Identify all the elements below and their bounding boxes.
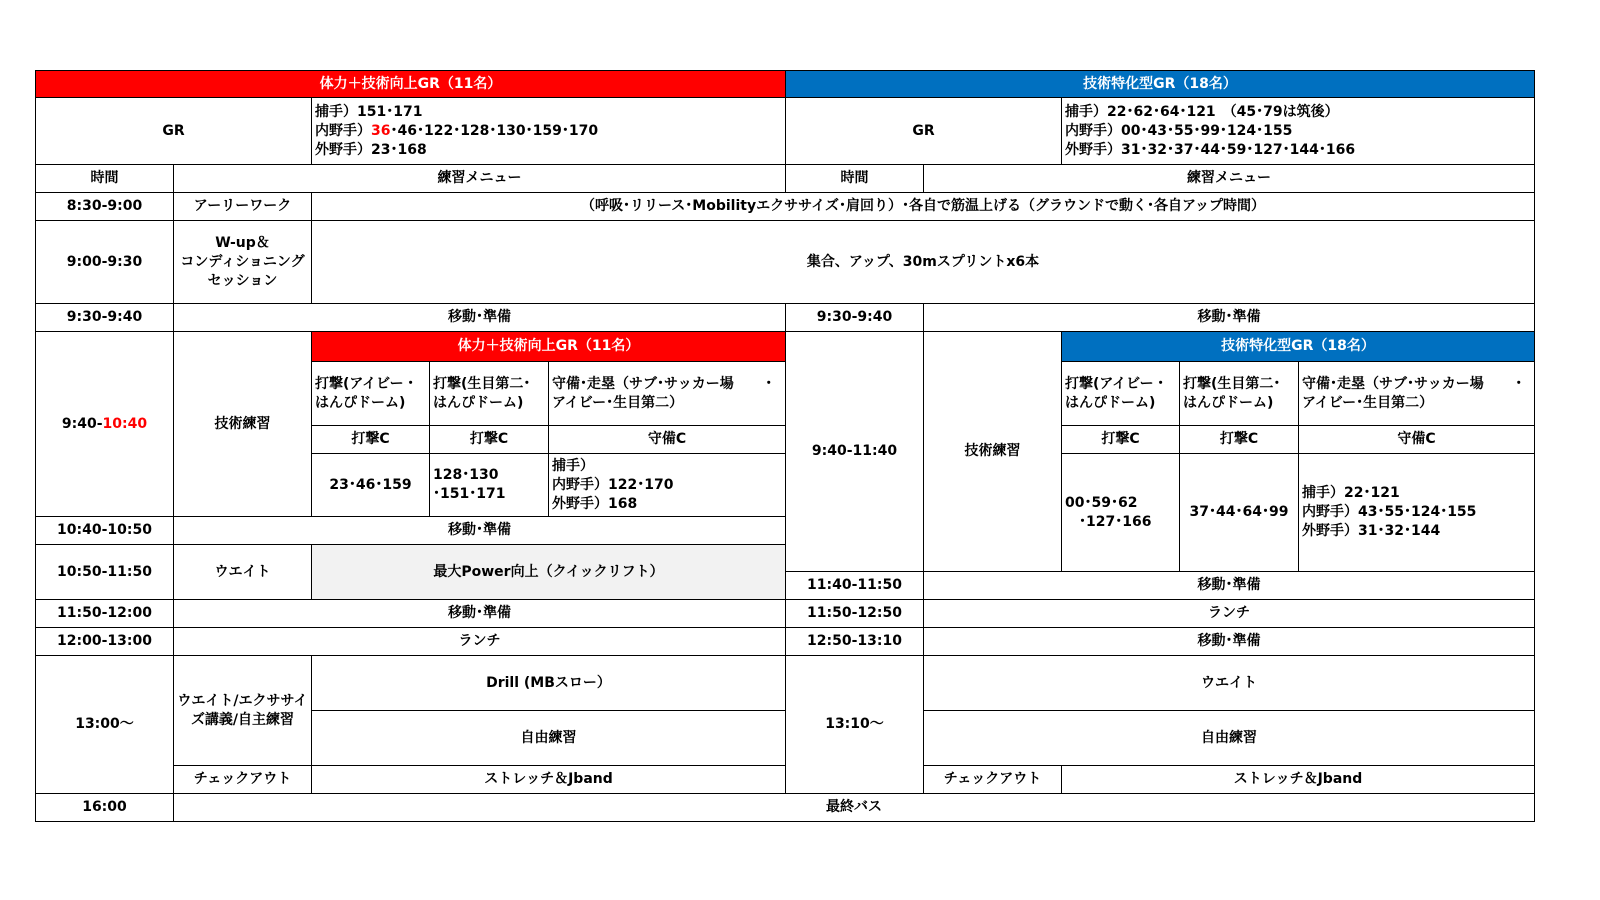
tech-b-col3-title: 守備･走塁（サブ･サッカー場 ・ アイビー･生目第二）	[1298, 361, 1535, 426]
time-1040: 10:40-10:50	[35, 516, 174, 545]
tech-label-a: 技術練習	[173, 331, 312, 517]
menu-header-b: 練習メニュー	[923, 164, 1535, 193]
lunch-a: ランチ	[173, 627, 786, 656]
time-1250: 12:50-13:10	[785, 627, 924, 656]
weight-label-a: ウエイト	[173, 544, 312, 600]
weight-lecture-label: ウエイト/エクササイズ講義/自主練習	[173, 655, 312, 766]
time-0930-a: 9:30-9:40	[35, 303, 174, 332]
tech-b-defense-c: 守備C	[1298, 425, 1535, 454]
time-0900: 9:00-9:30	[35, 220, 174, 304]
tech-a-batting-c2: 打撃C	[429, 425, 549, 454]
tech-group-a-header: 体力＋技術向上GR（11名）	[311, 331, 786, 362]
tech-a-col2-members: 128･130 ･151･171	[429, 453, 549, 517]
move-1150-a: 移動･準備	[173, 599, 786, 628]
group-a-catchers: 捕手）151･171	[315, 103, 423, 120]
checkout-label-b: チェックアウト	[923, 765, 1062, 794]
time-1200: 12:00-13:00	[35, 627, 174, 656]
early-work-description: （呼吸･リリース･Mobilityエクササイズ･肩回り）･各自で筋温上げる（グラウンドで動く･各自アップ時間）	[311, 192, 1535, 221]
time-header-b: 時間	[785, 164, 924, 193]
time-0830: 8:30-9:00	[35, 192, 174, 221]
tech-b-col2-title: 打撃(生目第二･ はんぴドーム)	[1179, 361, 1299, 426]
tech-group-b-header: 技術特化型GR（18名）	[1061, 331, 1535, 362]
time-0940-highlight: 10:40	[102, 415, 148, 432]
stretch-a: ストレッチ＆Jband	[311, 765, 786, 794]
wup-label: W-up＆ コンディショニングセッション	[173, 220, 312, 304]
tech-a-col1-title: 打撃(アイビー・ はんぴドーム)	[311, 361, 430, 426]
group-b-infielders: 内野手）00･43･55･99･124･155	[1065, 122, 1293, 139]
tech-b-col1-title: 打撃(アイビー・ はんぴドーム)	[1061, 361, 1180, 426]
time-1300: 13:00～	[35, 655, 174, 794]
group-a-member-list	[311, 97, 786, 165]
time-0940-b: 9:40-11:40	[785, 331, 924, 572]
wup-description: 集合、アップ、30mスプリントx6本	[311, 220, 1535, 304]
time-1600: 16:00	[35, 793, 174, 822]
tech-a-batting-c1: 打撃C	[311, 425, 430, 454]
weight-b: ウエイト	[923, 655, 1535, 711]
tech-b-col1-members: 00･59･62 ･127･166	[1061, 453, 1180, 572]
weight-description: 最大Power向上（クイックリフト）	[311, 544, 786, 600]
infield-highlight: 36	[371, 122, 391, 139]
move-1040: 移動･準備	[173, 516, 786, 545]
tech-a-defense-c: 守備C	[548, 425, 786, 454]
group-a-header: 体力＋技術向上GR（11名）	[35, 70, 786, 98]
infield-rest: ･46･122･128･130･159･170	[390, 122, 599, 139]
group-a-gr-label: GR	[35, 97, 312, 165]
move-0930-a: 移動･準備	[173, 303, 786, 332]
tech-b-batting-c1: 打撃C	[1061, 425, 1180, 454]
time-0940-a	[35, 331, 174, 517]
time-header-a: 時間	[35, 164, 174, 193]
infield-prefix: 内野手）	[315, 122, 371, 139]
group-b-header: 技術特化型GR（18名）	[785, 70, 1535, 98]
tech-a-col3-members: 捕手） 内野手）122･170 外野手）168	[548, 453, 786, 517]
time-1310: 13:10～	[785, 655, 924, 794]
lunch-b: ランチ	[923, 599, 1535, 628]
stretch-b: ストレッチ＆Jband	[1061, 765, 1535, 794]
time-1140: 11:40-11:50	[785, 571, 924, 600]
time-0940-prefix: 9:40-	[61, 415, 103, 432]
group-a-member-lines	[315, 103, 598, 160]
group-a-outfielders: 外野手）23･168	[315, 141, 427, 158]
tech-b-col3-members: 捕手）22･121 内野手）43･55･124･155 外野手）31･32･144	[1298, 453, 1535, 572]
group-b-gr-label: GR	[785, 97, 1062, 165]
group-b-member-lines	[1065, 103, 1355, 160]
move-1140: 移動･準備	[923, 571, 1535, 600]
group-a-infielders	[315, 122, 598, 141]
group-b-member-list	[1061, 97, 1535, 165]
early-work-label: アーリーワーク	[173, 192, 312, 221]
tech-b-col2-members: 37･44･64･99	[1179, 453, 1299, 572]
free-practice-b: 自由練習	[923, 710, 1535, 766]
drill-a: Drill (MBスロー）	[311, 655, 786, 711]
tech-label-b: 技術練習	[923, 331, 1062, 572]
time-1150-a: 11:50-12:00	[35, 599, 174, 628]
checkout-label-a: チェックアウト	[173, 765, 312, 794]
move-0930-b: 移動･準備	[923, 303, 1535, 332]
tech-a-col3-title: 守備･走塁（サブ･サッカー場 ・ アイビー･生目第二）	[548, 361, 786, 426]
free-practice-a: 自由練習	[311, 710, 786, 766]
time-1150-b: 11:50-12:50	[785, 599, 924, 628]
time-0930-b: 9:30-9:40	[785, 303, 924, 332]
group-b-catchers: 捕手）22･62･64･121 （45･79は筑後）	[1065, 103, 1339, 120]
group-b-outfielders: 外野手）31･32･37･44･59･127･144･166	[1065, 141, 1356, 158]
menu-header-a: 練習メニュー	[173, 164, 786, 193]
tech-b-batting-c2: 打撃C	[1179, 425, 1299, 454]
time-1050: 10:50-11:50	[35, 544, 174, 600]
tech-a-col2-title: 打撃(生目第二･ はんぴドーム)	[429, 361, 549, 426]
move-1250: 移動･準備	[923, 627, 1535, 656]
tech-a-col1-members: 23･46･159	[311, 453, 430, 517]
final-bus: 最終バス	[173, 793, 1535, 822]
